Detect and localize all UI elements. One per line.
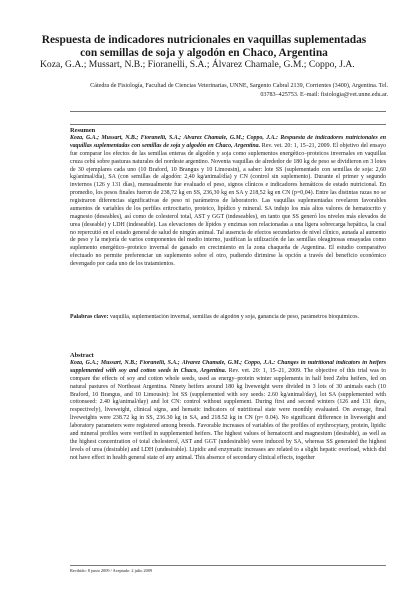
abstract-body: Rev. vet. 20: 1, 15–21, 2009. The objective of this trial was to compare the effects of soy and cotton whole seeds, used as energy–protein winter supplements in half bred Zebu heifers, fed on natural pastures of Northeast Argentina. Ninety heifers around 180 kg liveweight were divided in 3 lots of 30 animals each (10 Braford, 10 Brangus, and 10 Limousin): lot SS (supplemented with soy seeds: 2.60 kg/animal/day), lot SA (supplemented with cottonseed: 2.40 kg/animal/day) and lot CN: control without supplement. During first and second winters (126 and 131 days, respectively), liveweight, clinical signs, and hematic indicators of nutritional state were monthly evaluated. On average, final liveweights were 238.72 kg in SS, 236.30 kg in SA, and 218.52 kg in CN (p= 0.04). No significant difference in liveweight and laboratory parameters were registered among breeds. Favorable increases of variables of the profiles of erythrocytary, protein, lipidic and mineral profiles were verified in supplemented heifers. The highest values of hematocrit and magnesium (desirable), as well as the highest concentration of total cholesterol, AST and GGT (undesirable) were induced by SA, whereas SS generated the highest levels of urea (desirable) and LDH (undesirable). Lipidic and enzymatic increases are related to a slight hepatic overload, which did not have effect in health general state of any animal. This absence of secondary clinical effects, together — [70, 367, 386, 461]
received-accepted-dates: Recibido: 8 junio 2009 / Aceptado: 2 julio 2009 — [70, 568, 153, 573]
divider-top — [70, 111, 386, 112]
keywords-label: Palabras clave: — [70, 314, 109, 320]
resumen-text — [70, 135, 386, 340]
abstract-text — [70, 360, 386, 556]
divider-resumen — [70, 124, 386, 125]
keywords — [70, 314, 386, 337]
article-title: Respuesta de indicadores nutricionales en vaquillas suplementadas con semillas de soja y algodón en Chaco, Argentina — [41, 34, 367, 59]
keywords-text: vaquilla, suplementación invernal, semillas de algodón y soja, ganancia de peso, parámetros bioquímicos. — [109, 314, 360, 320]
abstract-heading: Abstract — [70, 352, 94, 359]
resumen-citation: Koza, G.A.; Mussart, N.B.; Fioranelli, S.A.; Álvarez Chamale, G.M.; Coppo, J.A.: Respuesta de indicadores nutricionales en vaquillas suplementadas con semillas de soja y algodón en Chaco, Argentina. — [70, 135, 386, 149]
divider-footer — [70, 565, 386, 566]
article-authors: Koza, G.A.; Mussart, N.B.; Fioranelli, S.A.; Álvarez Chamale, G.M.; Coppo, J.A. — [40, 59, 355, 70]
resumen-body: Rev. vet. 20: 1, 15–21, 2009. El objetivo del ensayo fue comparar los efectos de las semillas enteras de algodón y soja como suplementos energético–proteicos invernales en vaquillas cruza cebú sobre pasturas naturales del nordeste argentino. Noventa vaquillas de alrededor de 180 kg de peso se dividieron en 3 lotes de 30 ejemplares cada uno (10 Braford, 10 Brangus y 10 Limousin), a saber: lote SS (suplementado con semillas de soja: 2,60 kg/animal/día), SA (con semillas de algodón: 2,40 kg/animal/día) y CN (control sin suplemento). Durante el primer y segundo inviernos (126 y 131 días), mensualmente fue evaluado el peso, signos clínicos e indicadores hemáticos de estado nutricional. En promedio, los pesos finales fueron de 238,72 kg en SS, 236,30 kg en SA y 218,52 kg en CN (p=0,04). Entre las distintas razas no se registraron diferencias significativas de peso ni parámetros de laboratorio. Las vaquillas suplementadas revelaron favorables aumentos de variables de los perfiles eritrocitario, proteico, lipídico y mineral. SA indujo los más altos valores de hematocrito y magnesio (deseables), así como de colesterol total, AST y GGT (indeseables), en tanto que SS generó los niveles más elevados de urea (deseable) y LDH (indeseable). Las elevaciones de lípidos y enzimas son relacionadas a una ligera sobrecarga hepática, la cual no repercutió en el estado general de salud de ningún animal. Tal ausencia de efectos secundarios de nivel clínico, aunada al aumento de peso y la mejoría de varios componentes del medio interno, justifican la utilización de las semillas oleaginosas ensayadas como suplemento energético–proteico invernal de ganado en crecimiento en la zona chaqueña de Argentina. El estudio comparativo efectuado no permite preferenciar un suplemento sobre el otro, pudiendo dirimirse la opción a través del beneficio económico devengado por cada uno de los tratamientos. — [70, 142, 386, 267]
abstract-citation: Koza, G.A.; Mussart, N.B.; Fioranelli, S.A.; Álvarez Chamale, G.M.; Coppo, J.A.: Changes in nutritional indicators in heifers supplemented with soy and cotton seeds in Chaco, Argentina. — [70, 360, 386, 374]
article-affiliation: Cátedra de Fisiología, Facultad de Ciencias Veterinarias, UNNE, Sargento Cabral 2139, Corrientes (3400), Argentina. Tel. 03783–425753. E–mail: fisiologia@vet.unne.edu.ar. — [90, 83, 388, 98]
resumen-heading: Resumen — [70, 127, 96, 134]
